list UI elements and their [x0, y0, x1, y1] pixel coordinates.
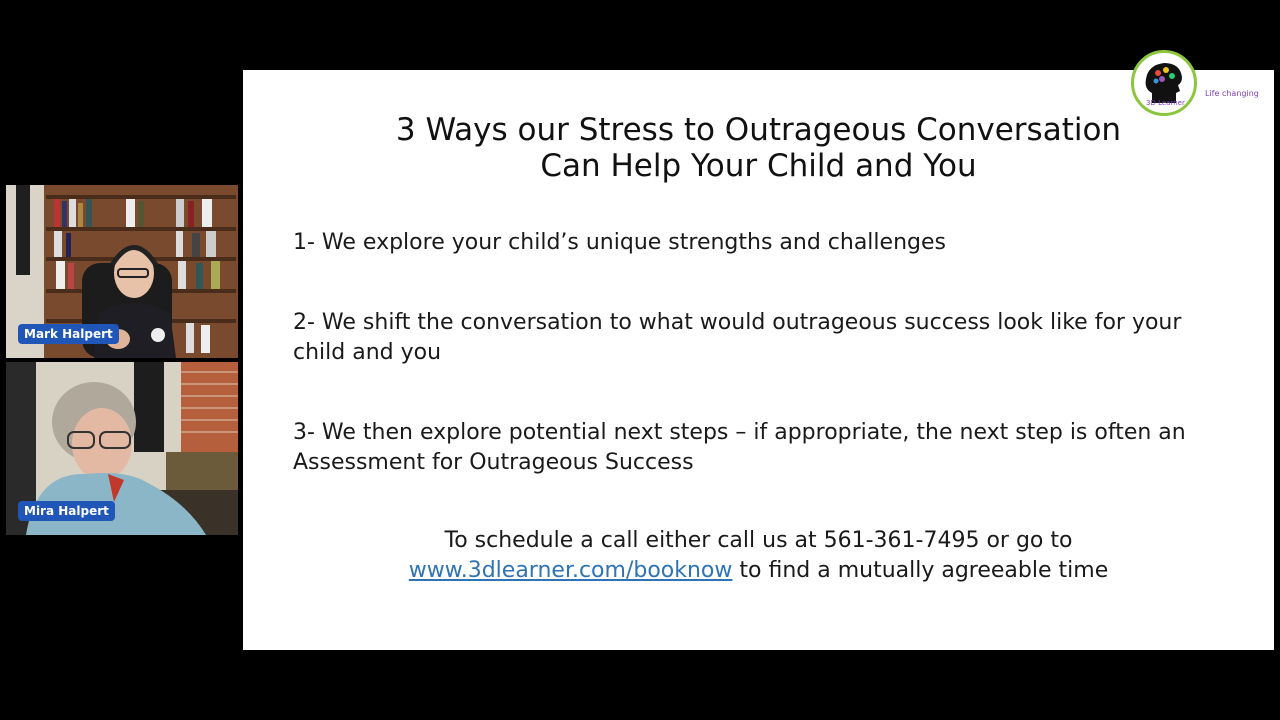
- participant-tile-mira[interactable]: [6, 362, 238, 535]
- shared-slide: [243, 70, 1274, 650]
- participant-name-tag: Mark Halpert: [18, 324, 119, 344]
- slide-title-line1: 3 Ways our Stress to Outrageous Conversation: [395, 112, 1122, 148]
- booknow-link[interactable]: www.3dlearner.com/booknow: [408, 558, 733, 583]
- participant-tile-mark[interactable]: [6, 185, 238, 358]
- schedule-call-line2: [243, 556, 1274, 586]
- slide-title-line2: Can Help Your Child and You: [540, 148, 977, 184]
- schedule-call-text: [243, 526, 1274, 586]
- logo-brand-text: 3D Learner: [1146, 99, 1185, 107]
- slide-point-2: 2- We shift the conversation to what would outrageous success look like for your child and you: [293, 310, 1182, 365]
- brand-logo: [1131, 50, 1197, 116]
- schedule-call-line1: To schedule a call either call us at 561-361-7495 or go to: [444, 528, 1073, 553]
- slide-title: [243, 112, 1274, 184]
- slide-point-3: 3- We then explore potential next steps – if appropriate, the next step is often an Assessment for Outrageous Success: [293, 420, 1186, 475]
- logo-tagline: Life changing: [1205, 89, 1259, 98]
- participant-name-tag: Mira Halpert: [18, 501, 115, 521]
- slide-point-1: 1- We explore your child’s unique strengths and challenges: [293, 230, 946, 255]
- schedule-call-suffix: to find a mutually agreeable time: [732, 558, 1109, 583]
